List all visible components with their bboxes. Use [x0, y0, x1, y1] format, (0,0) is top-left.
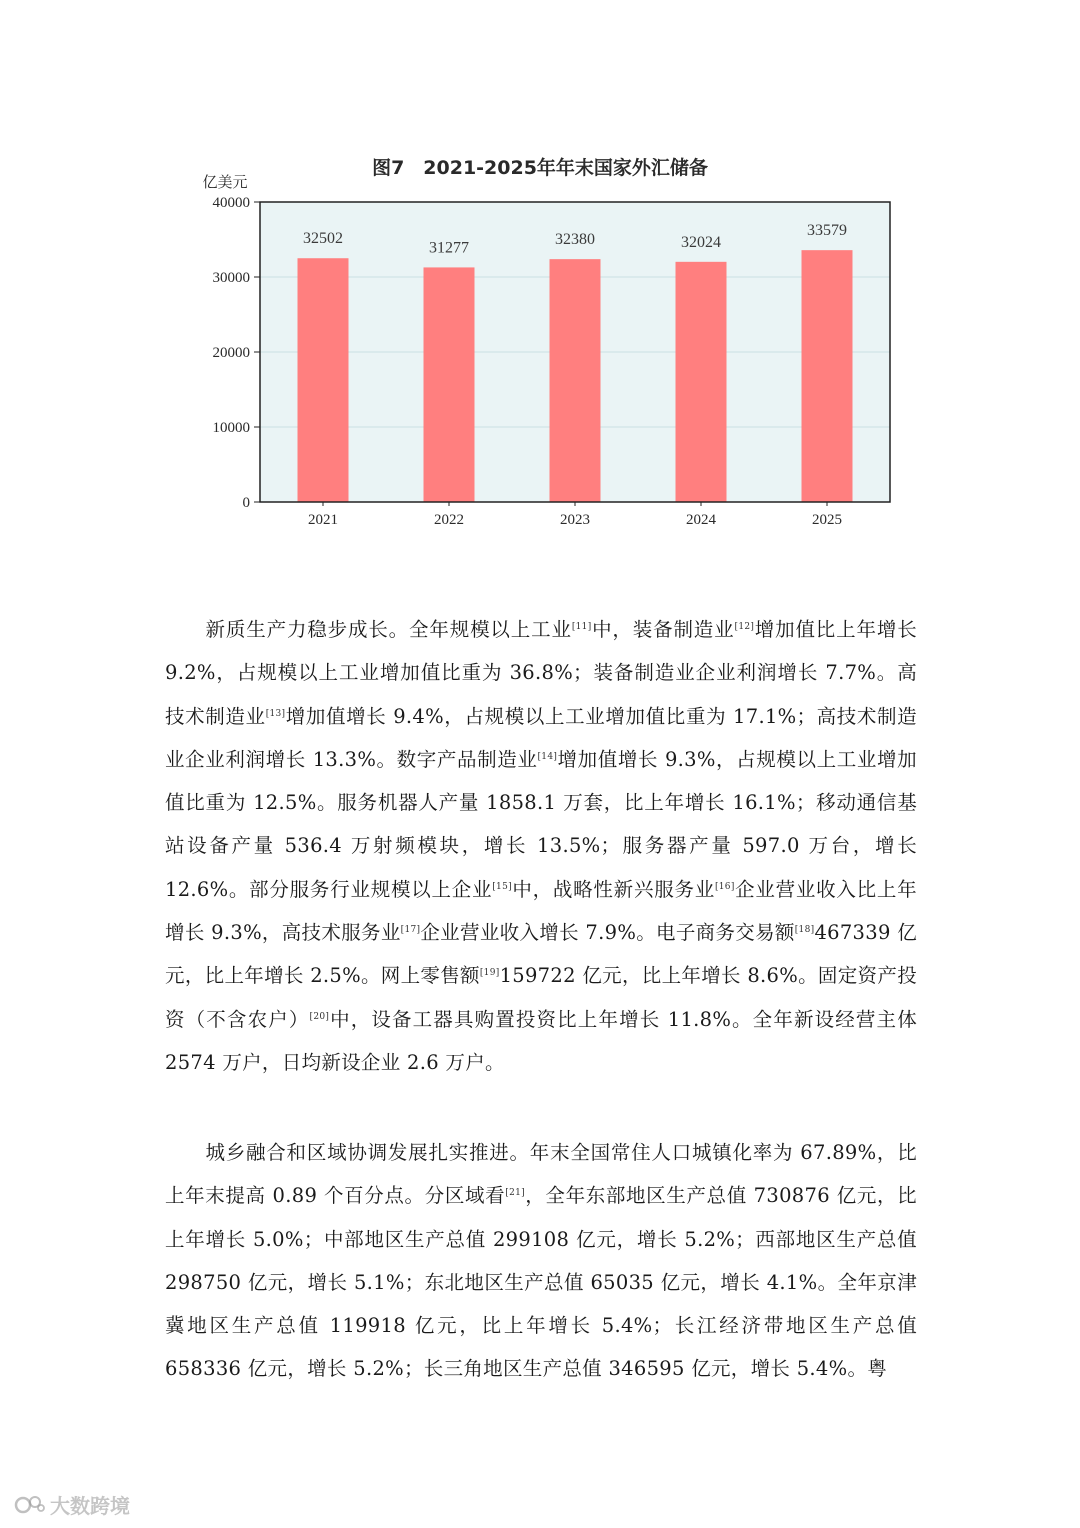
y-tick-label: 40000: [212, 195, 250, 211]
bar: [298, 258, 349, 502]
x-tick-label: 2022: [434, 512, 464, 528]
watermark: [14, 1490, 130, 1519]
bar: [550, 259, 601, 502]
footnote-ref[interactable]: [11]: [571, 622, 592, 632]
x-tick-label: 2025: [812, 512, 842, 528]
text-segment: 增加值比上年增长 9.2%，占规模以上工业增加值比重为 36.8%；装备制造业企业利润增长 7.7%。高技术制造业: [165, 618, 917, 728]
footnote-ref[interactable]: [19]: [479, 968, 500, 979]
y-tick-label: 10000: [212, 420, 250, 436]
text-segment: 企业营业收入比上年增长 9.3%，高技术服务业: [165, 877, 917, 945]
chart-container: [175, 140, 905, 540]
x-tick-label: 2024: [686, 512, 716, 528]
footnote-ref[interactable]: [16]: [714, 881, 735, 892]
y-tick-label: 30000: [212, 270, 250, 286]
text-segment: 增加值增长 9.4%，占规模以上工业增加值比重为 17.1%；高技术制造业企业利润增长 13.3%。数字产品制造业: [165, 704, 917, 771]
text-segment: 467339 亿元，比上年增长 2.5%。网上零售额: [165, 921, 917, 988]
footnote-ref[interactable]: [17]: [400, 925, 421, 936]
chart-title: 图7 2021-2025年年末国家外汇储备: [372, 157, 708, 179]
text-segment: 城乡融合和区域协调发展扎实推进。年末全国常住人口城镇化率为 67.89%，比上年末提高 0.89 个百分点。分区域看: [165, 1141, 917, 1208]
text-segment: 中，设备工器具购置投资比上年增长 11.8%。全年新设经营主体 2574 万户，日均新设企业 2.6 万户。: [165, 1007, 917, 1074]
bar-value-label: 31277: [429, 239, 469, 257]
bar-value-label: 32024: [681, 233, 721, 251]
text-segment: 中，装备制造业: [591, 618, 735, 641]
text-segment: 增加值增长 9.3%，占规模以上工业增加值比重为 12.5%。服务机器人产量 1858.1 万套，比上年增长 16.1%；移动通信基站设备产量 536.4 万射频模块，增长 13.5%；服务器产量 597.0 万台，增长 12.6%。部分服务行业规模以上企业: [165, 747, 917, 901]
bar-chart: [175, 140, 905, 540]
x-tick-label: 2023: [560, 512, 590, 528]
text-segment: 中，战略性新兴服务业: [511, 877, 715, 901]
x-tick-label: 2021: [308, 512, 338, 528]
footnote-ref[interactable]: [21]: [505, 1188, 525, 1199]
bar: [676, 262, 727, 502]
bar-value-label: 33579: [807, 222, 847, 240]
paragraph-urban-rural-integration: [165, 1131, 917, 1391]
y-axis-unit-label: 亿美元: [202, 173, 248, 191]
y-tick-label: 0: [242, 495, 250, 511]
bar: [802, 250, 853, 502]
brand-logo-icon: [14, 1492, 46, 1518]
y-tick-label: 20000: [212, 345, 250, 361]
footnote-ref[interactable]: [20]: [309, 1011, 330, 1022]
footnote-ref[interactable]: [13]: [265, 708, 286, 719]
paragraph-new-productivity: [165, 608, 917, 1084]
footnote-ref[interactable]: [15]: [492, 881, 512, 892]
text-segment: 企业营业收入增长 7.9%。电子商务交易额: [420, 921, 795, 945]
text-segment: 新质生产力稳步成长。全年规模以上工业: [205, 618, 572, 641]
text-segment: 159722 亿元，比上年增长 8.6%。固定资产投资（不含农户）: [165, 964, 917, 1031]
bar: [424, 267, 475, 502]
footnote-ref[interactable]: [12]: [734, 622, 755, 632]
bar-value-label: 32502: [303, 230, 343, 248]
bar-value-label: 32380: [555, 231, 595, 249]
footnote-ref[interactable]: [18]: [794, 925, 815, 936]
footnote-ref[interactable]: [14]: [537, 751, 558, 762]
text-segment: ，全年东部地区生产总值 730876 亿元，比上年增长 5.0%；中部地区生产总值 299108 亿元，增长 5.2%；西部地区生产总值 298750 亿元，增长 5.1%；东北地区生产总值 65035 亿元，增长 4.1%。全年京津冀地区生产总值 119918 亿元，比上年增长 5.4%；长江经济带地区生产总值 658336 亿元，增长 5.2%；长三角地区生产总值 346595 亿元，增长 5.4%。粤: [165, 1184, 917, 1381]
watermark-text: 大数跨境: [50, 1494, 130, 1518]
